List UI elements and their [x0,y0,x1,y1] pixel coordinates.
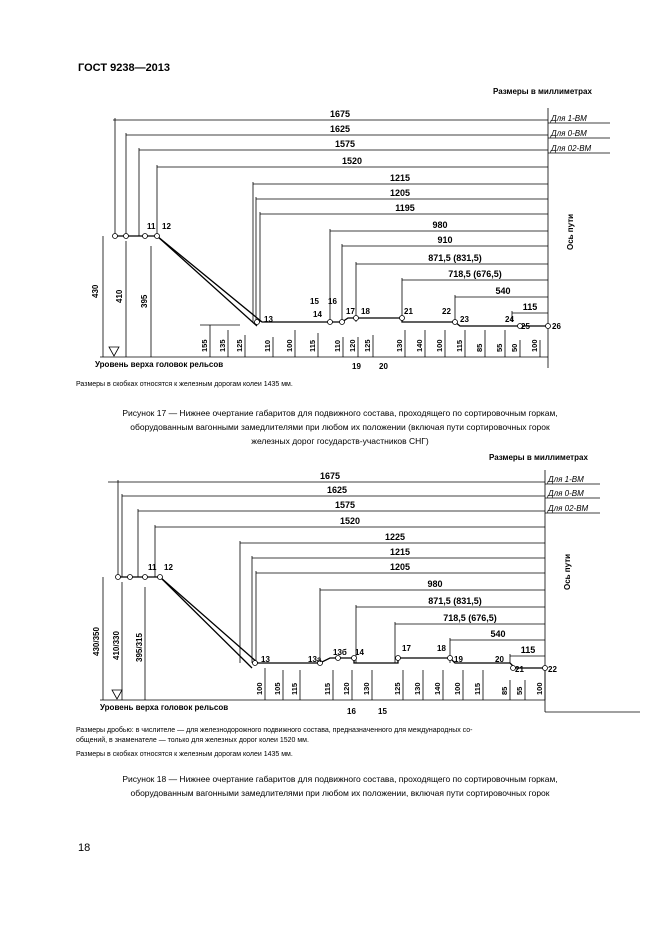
f18-dim-12: 115 [520,645,536,655]
f17-row-2: Для 0-ВМ [551,129,587,138]
f18-pt-22: 22 [548,665,557,674]
f18-dim-5: 1225 [384,532,406,542]
f18-left-1: 430/350 [92,627,101,656]
f17-bd-5: 100 [285,339,294,352]
f17-note: Размеры в скобках относятся к железным дорогам колеи 1435 мм. [76,381,293,388]
f17-pt-24: 24 [505,315,514,324]
f17-dim-11: 718,5 (676,5) [448,269,502,279]
f17-caption-line-1: Рисунок 17 — Нижнее очертание габаритов для подвижного состава, проходящего по сортировочным горкам, [122,408,558,418]
f17-rail-label: Уровень верха головок рельсов [95,360,224,369]
f18-dim-2: 1625 [326,485,348,495]
f18-pt-14: 14 [355,648,364,657]
f17-pt-12: 12 [162,222,171,231]
f17-axis-label: Ось пути [566,213,575,250]
f18-caption-line-2: оборудованным вагонными замедлителями при любом их положении, включая пути сортировочных горок [130,788,550,798]
f18-bd-6: 130 [362,682,371,695]
f18-pt-19: 19 [454,655,463,664]
f17-caption-line-3: железных дорог государств-участников СНГ) [251,436,429,446]
f18-row-1: Для 1-ВМ [548,475,584,484]
f18-dim-6: 1215 [389,547,411,557]
f17-caption-line-2: оборудованным вагонными замедлителями при любом их положении (включая пути сортировочных горок [130,422,550,432]
f17-dim-12: 540 [495,286,511,296]
f17-dim-6: 1205 [389,188,411,198]
f18-note-3: Размеры в скобках относятся к железным дорогам колеи 1435 мм. [76,751,293,758]
f17-pt-18: 18 [361,307,370,316]
f17-pt-17: 17 [346,307,355,316]
f18-caption [60,772,620,800]
units-note-fig18: Размеры в миллиметрах [489,453,588,462]
f18-note-1: Размеры дробью: в числителе — для железнодорожного подвижного состава, предназначенного для международных со- [76,727,473,734]
f17-dim-8: 980 [432,220,448,230]
f17-dim-2: 1625 [329,124,351,134]
f17-bd-4: 110 [263,339,272,352]
f17-pt-20: 20 [379,362,388,371]
f18-dim-8: 980 [427,579,443,589]
f17-bd-2: 135 [218,339,227,352]
f17-bd-13: 115 [455,339,464,352]
f18-bd-5: 120 [342,682,351,695]
page-number: 18 [78,842,91,854]
f17-bd-6: 115 [308,339,317,352]
f17-dim-9: 910 [437,235,453,245]
f17-bd-8: 120 [348,339,357,352]
f18-dim-4: 1520 [339,516,361,526]
f17-pt-15: 15 [310,297,319,306]
f17-dim-13: 115 [522,302,538,312]
document-header: ГОСТ 9238—2013 [78,62,171,74]
f18-dim-11: 540 [490,629,506,639]
f18-dim-7: 1205 [389,562,411,572]
f18-bd-13: 55 [515,686,524,695]
f17-bd-17: 100 [530,339,539,352]
f17-bd-14: 85 [475,343,484,352]
f18-bd-3: 115 [290,682,299,695]
f17-left-2: 410 [115,289,124,303]
f18-bd-11: 115 [473,682,482,695]
f18-pt-13: 13 [261,655,270,664]
f17-bd-10: 130 [395,339,404,352]
f17-pt-23: 23 [460,315,469,324]
f18-pt-18: 18 [437,644,446,653]
f17-dim-1: 1675 [329,109,351,119]
f17-pt-25: 25 [521,322,530,331]
f17-pt-22: 22 [442,307,451,316]
f17-dim-3: 1575 [334,139,356,149]
f17-left-3: 395 [140,294,149,308]
units-note-fig17: Размеры в миллиметрах [493,87,592,96]
f18-pt-20: 20 [495,655,504,664]
f18-row-3: Для 02-ВМ [548,504,589,513]
f18-dim-1: 1675 [319,471,341,481]
f17-pt-11: 11 [147,222,156,231]
f18-pt-21: 21 [515,665,524,674]
f18-bd-7: 125 [393,682,402,695]
f18-bd-8: 130 [413,682,422,695]
f18-bd-1: 100 [255,682,264,695]
f17-bd-1: 155 [200,339,209,352]
f17-bd-3: 125 [235,339,244,352]
f17-bd-9: 125 [363,339,372,352]
f17-row-1: Для 1-ВМ [551,114,587,123]
f17-bd-12: 100 [435,339,444,352]
f18-pt-15: 15 [378,707,387,716]
f18-dim-3: 1575 [334,500,356,510]
f17-dim-5: 1215 [389,173,411,183]
f18-pt-11: 11 [148,563,157,572]
f18-bd-4: 115 [323,682,332,695]
f17-bd-16: 50 [510,343,519,352]
f18-bd-9: 140 [433,682,442,695]
f18-bd-2: 105 [273,682,282,695]
f18-pt-13a: 13а [308,655,322,664]
f17-bd-11: 140 [415,339,424,352]
f18-pt-12: 12 [164,563,173,572]
f17-pt-16: 16 [328,297,337,306]
f17-dim-10: 871,5 (831,5) [428,253,482,263]
f17-dim-7: 1195 [395,203,415,213]
f17-row-3: Для 02-ВМ [551,144,592,153]
f17-pt-19: 19 [352,362,361,371]
f18-left-3: 395/315 [135,633,144,662]
f18-left-2: 410/330 [112,631,121,660]
f17-pt-14: 14 [313,310,322,319]
f18-bd-14: 100 [535,682,544,695]
f17-pt-26: 26 [552,322,561,331]
f18-row-2: Для 0-ВМ [548,489,584,498]
f17-bd-15: 55 [495,343,504,352]
f17-dim-4: 1520 [341,156,363,166]
f18-dim-9: 871,5 (831,5) [428,596,482,606]
f17-bd-7: 110 [333,339,342,352]
f18-axis-label: Ось пути [563,553,572,590]
f18-bd-10: 100 [453,682,462,695]
f18-caption-line-1: Рисунок 18 — Нижнее очертание габаритов для подвижного состава, проходящего по сортировочным горкам, [122,774,558,784]
f18-pt-13b: 13б [333,648,347,657]
f18-rail-label: Уровень верха головок рельсов [100,703,229,712]
f18-pt-17: 17 [402,644,411,653]
f17-pt-21: 21 [404,307,413,316]
f18-dim-10: 718,5 (676,5) [443,613,497,623]
f18-note-2: общений, в знаменателе — только для железных дорог колеи 1520 мм. [76,737,309,744]
f18-pt-16: 16 [347,707,356,716]
f17-left-1: 430 [91,284,100,298]
f18-bd-12: 85 [500,686,509,695]
f17-pt-13: 13 [264,315,273,324]
